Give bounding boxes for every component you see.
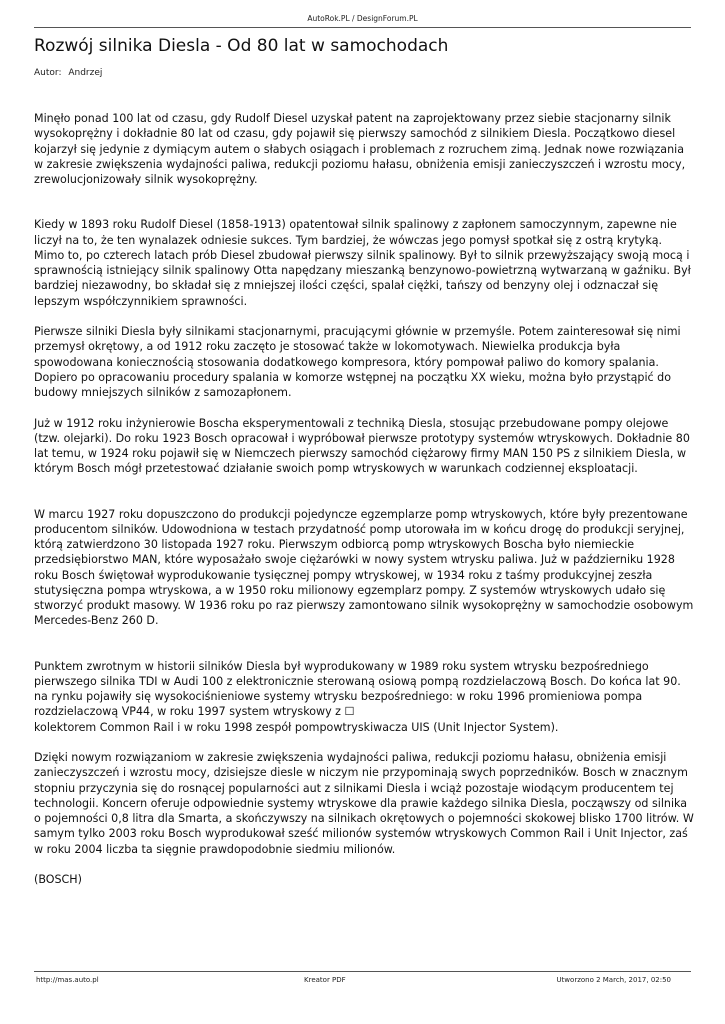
paragraph-stationary: Pierwsze silniki Diesla były silnikami stacjonarnymi, pracującymi głównie w przemyśle. Potem zainteresował się nimi przemysł okrętowy, a od 1912 roku zaczęto je stosować także w lokomotywach. Niewielka produkcja była spowodowana koniecznością stosowania dodatkowego kompresora, który pompował paliwo do komory spalania. Dopiero po opracowaniu procedury spalania w komorze wstępnej na początku XX wieku, można było przystąpić do budowy mniejszych silników z samozapłonem. <box>34 325 681 399</box>
paragraph-1893: Kiedy w 1893 roku Rudolf Diesel (1858-1913) opatentował silnik spalinowy z zapłonem samoczynnym, zapewne nie liczył na to, że ten wynalazek odniesie sukces. Tym bardziej, że wówczas jego pomysł spotkał się z ostrą krytyką. Mimo to, po czterech latach prób Diesel zbudował pierwszy silnik spalinowy. Był to silnik przewyższający swoją mocą i sprawnością istniejący silnik spalinowy Otta napędzany mieszanką benzynowo-powietrzną wytwarzaną w gaźniku. Był bardziej niezawodny, bo składał się z mniejszej ilości części, spalał ciężki, tańszy od benzyny olej i odznaczał się lepszym współczynnikiem sprawności. <box>34 218 691 308</box>
paragraph-1989 <box>34 659 694 735</box>
article-title: Rozwój silnika Diesla - Od 80 lat w samochodach <box>34 36 449 56</box>
paragraph-intro: Minęło ponad 100 lat od czasu, gdy Rudolf Diesel uzyskał patent na zaprojektowany przez siebie stacjonarny silnik wysokoprężny i dokładnie 80 lat od czasu, gdy pojawił się pierwszy samochód z silnikiem Diesla. Początkowo diesel kojarzył się jedynie z dymiącym autem o słabych osiągach i problemach z rozruchem zimą. Jednak nowe rozwiązania w zakresie zwiększenia wydajności paliwa, redukcji poziomu hałasu, obniżenia emisji zanieczyszczeń i wzrostu mocy, zrewolucjonizowały silnik wysokoprężny. <box>34 112 686 186</box>
paragraph-1912: Już w 1912 roku inżynierowie Boscha eksperymentowali z techniką Diesla, stosując przebudowane pompy olejowe (tzw. olejarki). Do roku 1923 Bosch opracował i wypróbował pierwsze prototypy systemów wtryskowych. Dokładnie 80 lat temu, w 1924 roku pojawił się w Niemczech pierwszy samochód ciężarowy firmy MAN 150 PS z silnikiem Diesla, w którym Bosch mógł przetestować działanie swoich pomp wtryskowych w warunkach codziennej eksploatacji. <box>34 416 690 476</box>
author-line <box>34 68 106 78</box>
header-divider <box>34 27 691 28</box>
site-header: AutoRok.PL / DesignForum.PL <box>307 14 418 23</box>
author-label: Autor: <box>34 68 62 78</box>
author-name: Andrzej <box>68 68 103 78</box>
footer-created-date: Utworzono 2 March, 2017, 02:50 <box>556 976 671 984</box>
footer-divider <box>34 971 691 972</box>
paragraph-1927: W marcu 1927 roku dopuszczono do produkcji pojedyncze egzemplarze pomp wtryskowych, które były prezentowane producentom silników. Udowodniona w testach przydatność pomp utorowała im w końcu drogę do produkcji seryjnej, którą zatwierdzono 30 listopada 1927 roku. Pierwszym odbiorcą pomp wtryskowych Boscha było niemieckie przedsiębiorstwo MAN, które wyposażało swoje ciężarówki w nowy system wtrysku paliwa. Już w październiku 1928 roku Bosch świętował wyprodukowanie tysięcznej pompy wtryskowej, w 1934 roku z taśmy produkcyjnej zeszła stutysięczna pompa wtryskowa, a w 1950 roku milionowy egzemplarz pompy. Z systemów wtryskowych udało się stworzyć produkt masowy. W 1936 roku po raz pierwszy zamontowano silnik wysokoprężny w samochodzie osobowym Mercedes-Benz 260 D. <box>34 507 694 628</box>
footer-url-link[interactable]: http://mas.auto.pl <box>36 976 99 984</box>
article-body <box>34 111 694 903</box>
footer-generator: Kreator PDF <box>304 976 346 984</box>
paragraph-source: (BOSCH) <box>34 873 82 886</box>
paragraph-modern: Dzięki nowym rozwiązaniom w zakresie zwiększenia wydajności paliwa, redukcji poziomu hałasu, obniżenia emisji zanieczyszczeń i wzrostu mocy, dzisiejsze diesle w niczym nie przypominają swych poprzedników. Bosch w znacznym stopniu przyczynia się do rosnącej popularności aut z silnikami Diesla i wciąż pozostaje wiodącym producentem tej technologii. Koncern oferuje odpowiednie systemy wtryskowe dla prawie każdego silnika Diesla, począwszy od silnika o pojemności 0,8 litra dla Smarta, a skończywszy na silnikach okrętowych o pojemności skokowej blisko 1700 litrów. W samym tylko 2003 roku Bosch wyprodukował sześć milionów systemów wtryskowych Common Rail i Unit Injector, zaś w roku 2004 liczba ta sięgnie prawdopodobnie siedmiu milionów. <box>34 751 694 856</box>
paragraph-1989-text: Punktem zwrotnym w historii silników Diesla był wyprodukowany w 1989 roku system wtrysku bezpośredniego pierwszego silnika TDI w Audi 100 z elektronicznie sterowaną osiową pompą rozdzielaczową Bosch. Do końca lat 90. na rynku pojawiły się wysokociśnieniowe systemy wtrysku bezpośredniego: w roku 1996 promieniowa pompa rozdzielaczową VP44, w roku 1997 system wtryskowy z ☐ kolektorem Common Rail i w roku 1998 zespół pompowtryskiwacza UIS (Unit Injector System). <box>34 659 681 734</box>
